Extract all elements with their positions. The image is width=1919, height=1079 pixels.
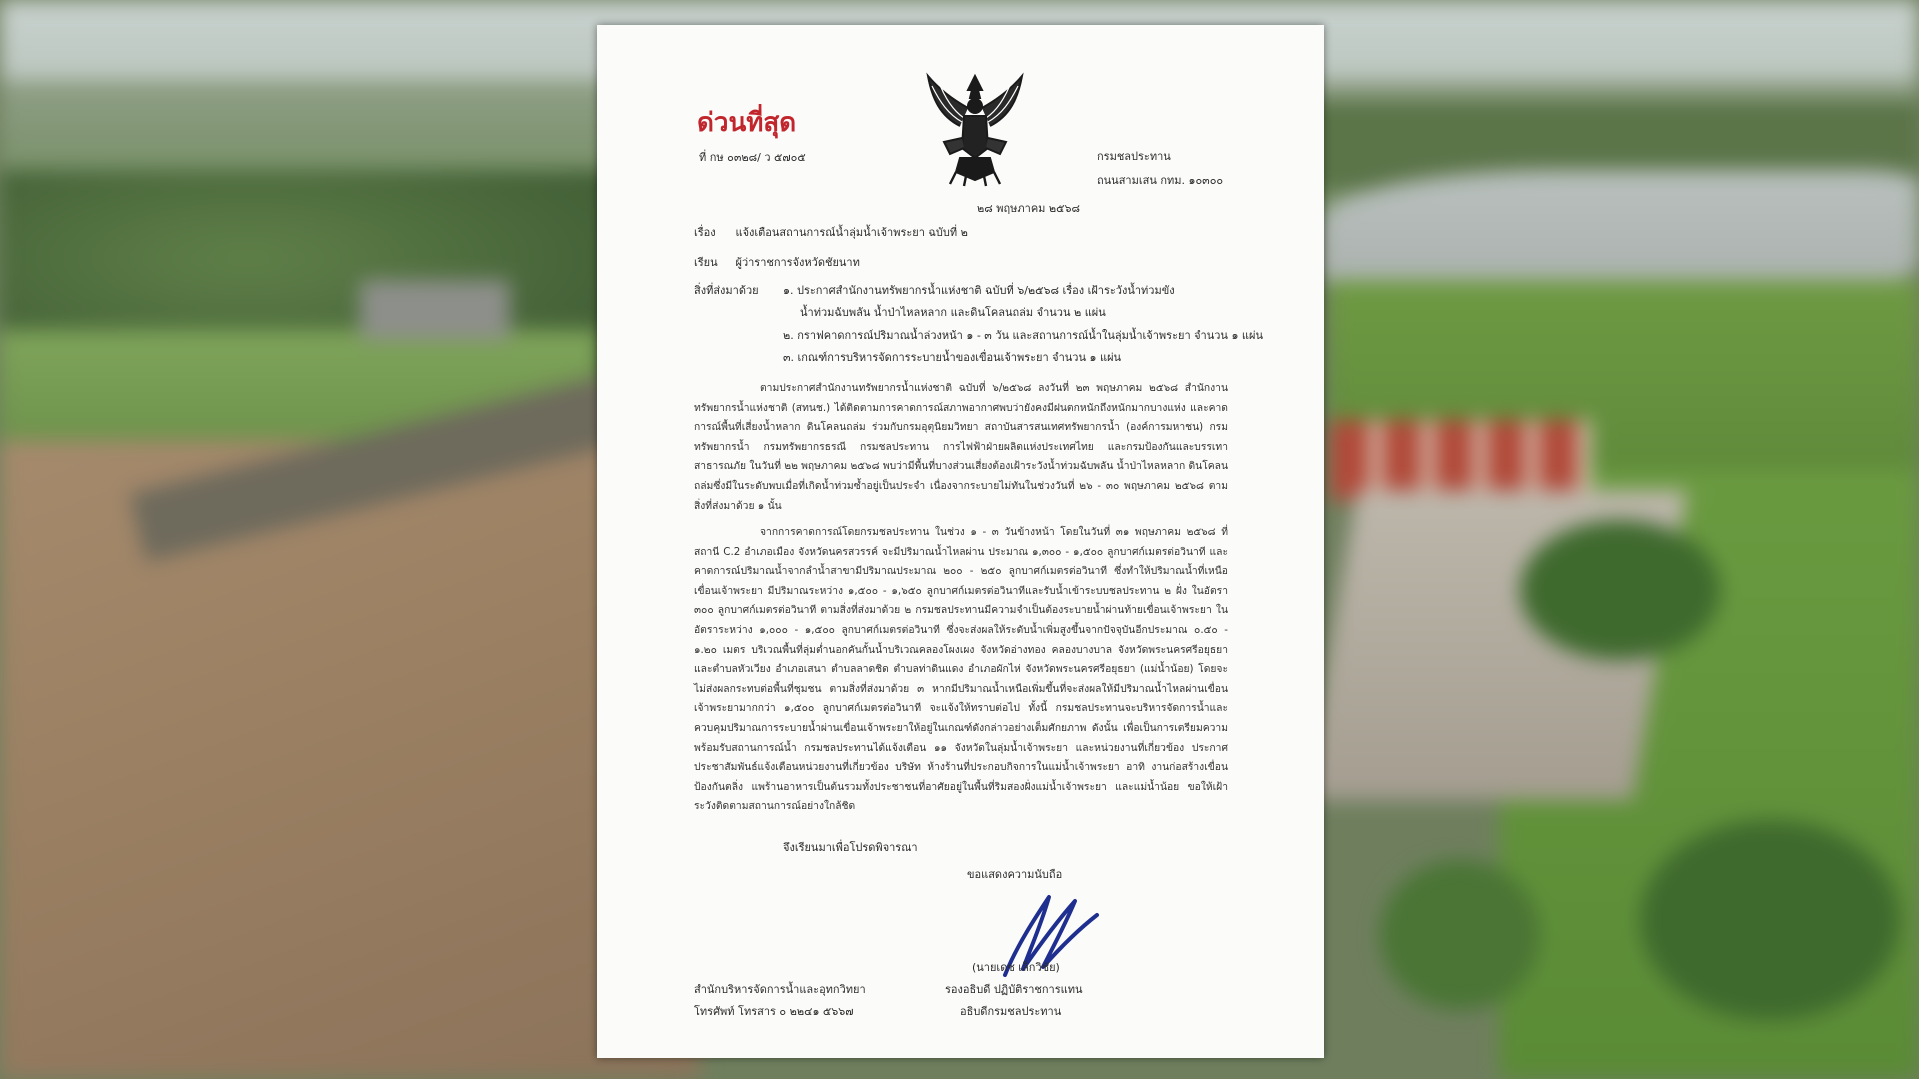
garuda-emblem-icon bbox=[920, 68, 1030, 188]
urgency-heading: ด่วนที่สุด bbox=[697, 108, 797, 138]
letter-date: ๒๘ พฤษภาคม ๒๕๖๘ bbox=[977, 202, 1080, 215]
signer-name: (นายเดช เล็กวิชัย) bbox=[972, 961, 1060, 974]
closing-line: จึงเรียนมาเพื่อโปรดพิจารณา bbox=[783, 841, 918, 854]
subject-text: แจ้งเตือนสถานการณ์น้ำลุ่มน้ำเจ้าพระยา ฉบับที่ ๒ bbox=[735, 226, 968, 239]
body-paragraph-2 bbox=[694, 523, 1228, 817]
enclosure-item: ๓. เกณฑ์การบริหารจัดการระบายน้ำของเขื่อนเจ้าพระยา จำนวน ๑ แผ่น bbox=[783, 351, 1122, 364]
reference-number: ที่ กษ ๐๓๒๘/ ว ๕๗๐๕ bbox=[699, 151, 806, 164]
sender-organization: กรมชลประทาน bbox=[1097, 150, 1171, 163]
signer-position: อธิบดีกรมชลประทาน bbox=[960, 1005, 1062, 1018]
subject-line bbox=[694, 225, 968, 241]
enclosure-item: ๑. ประกาศสำนักงานทรัพยากรน้ำแห่งชาติ ฉบับที่ ๖/๒๕๖๘ เรื่อง เฝ้าระวังน้ำท่วมขัง bbox=[783, 284, 1175, 297]
enclosure-item-continued: น้ำท่วมฉับพลัน น้ำป่าไหลหลาก และดินโคลนถล่ม จำนวน ๒ แผ่น bbox=[800, 306, 1106, 319]
official-letter bbox=[597, 25, 1324, 1058]
recipient-text: ผู้ว่าราชการจังหวัดชัยนาท bbox=[735, 256, 860, 269]
subject-label: เรื่อง bbox=[694, 226, 716, 239]
enclosure-label: สิ่งที่ส่งมาด้วย bbox=[694, 284, 759, 297]
body-paragraph-1 bbox=[694, 379, 1228, 516]
enclosure-item: ๒. กราฟคาดการณ์ปริมาณน้ำล่วงหน้า ๑ - ๓ วัน และสถานการณ์น้ำในลุ่มน้ำเจ้าพระยา จำนวน ๑ แผ่น bbox=[783, 329, 1263, 342]
signer-position: รองอธิบดี ปฏิบัติราชการแทน bbox=[945, 983, 1083, 996]
contact-phone: โทรศัพท์ โทรสาร ๐ ๒๒๔๑ ๕๖๖๗ bbox=[694, 1005, 854, 1018]
paragraph-text: ตามประกาศสำนักงานทรัพยากรน้ำแห่งชาติ ฉบับที่ ๖/๒๕๖๘ ลงวันที่ ๒๓ พฤษภาคม ๒๕๖๘ สำนักงานทรัพยากรน้ำแห่งชาติ (สทนช.) ได้ติดตามการคาดการณ์สภาพอากาศพบว่ายังคงมีฝนตกหนักถึงหนักมากบางแห่ง และคาดการณ์พื้นที่เสี่ยงน้ำหลาก ดินโคลนถล่ม ร่วมกับกรมอุตุนิยมวิทยา สถาบันสารสนเทศทรัพยากรน้ำ (องค์การมหาชน) กรมทรัพยากรน้ำ กรมทรัพยากรธรณี กรมชลประทาน การไฟฟ้าฝ่ายผลิตแห่งประเทศไทย และกรมป้องกันและบรรเทาสาธารณภัย ในวันที่ ๒๒ พฤษภาคม ๒๕๖๘ พบว่ามีพื้นที่บางส่วนเสี่ยงต้องเฝ้าระวังน้ำท่วมฉับพลัน น้ำป่าไหลหลาก ดินโคลนถล่มซึ่งมีในระดับพบเมื่อที่เกิดน้ำท่วมซ้ำอยู่เป็นประจำ เนื่องจากระบายไม่ทันในช่วงวันที่ ๒๖ - ๓๐ พฤษภาคม ๒๕๖๘ ตามสิ่งที่ส่งมาด้วย ๑ นั้น bbox=[694, 382, 1228, 512]
sender-address: ถนนสามเสน กทม. ๑๐๓๐๐ bbox=[1097, 174, 1224, 187]
recipient-line bbox=[694, 255, 860, 271]
paragraph-text: จากการคาดการณ์โดยกรมชลประทาน ในช่วง ๑ - ๓ วันข้างหน้า โดยในวันที่ ๓๑ พฤษภาคม ๒๕๖๘ ที่สถานี C.2 อำเภอเมือง จังหวัดนครสวรรค์ จะมีปริมาณน้ำไหลผ่าน ประมาณ ๑,๓๐๐ - ๑,๕๐๐ ลูกบาศก์เมตรต่อวินาที และคาดการณ์ปริมาณน้ำจากลำน้ำสาขามีปริมาณประมาณ ๒๐๐ - ๒๕๐ ลูกบาศก์เมตรต่อวินาที ซึ่งทำให้ปริมาณน้ำที่เหนือเขื่อนเจ้าพระยา มีปริมาณระหว่าง ๑,๕๐๐ - ๑,๖๕๐ ลูกบาศก์เมตรต่อวินาทีและรับน้ำเข้าระบบชลประทาน ๒ ฝั่ง ในอัตรา ๓๐๐ ลูกบาศก์เมตรต่อวินาที ตามสิ่งที่ส่งมาด้วย ๒ กรมชลประทานมีความจำเป็นต้องระบายน้ำผ่านท้ายเขื่อนเจ้าพระยา ในอัตราระหว่าง ๑,๐๐๐ - ๑,๕๐๐ ลูกบาศก์เมตรต่อวินาที ซึ่งจะส่งผลให้ระดับน้ำเพิ่มสูงขึ้นจากปัจจุบันอีกประมาณ ๐.๕๐ - ๑.๒๐ เมตร บริเวณพื้นที่ลุ่มต่ำนอกคันกั้นน้ำบริเวณคลองโผงเผง จังหวัดอ่างทอง คลองบางบาล จังหวัดพระนครศรีอยุธยา และตำบลหัวเวียง อำเภอเสนา ตำบลลาดชิด ตำบลท่าดินแดง อำเภอผักไห่ จังหวัดพระนครศรีอยุธยา (แม่น้ำน้อย) โดยจะไม่ส่งผลกระทบต่อพื้นที่ชุมชน ตามสิ่งที่ส่งมาด้วย ๓ หากมีปริมาณน้ำเหนือเพิ่มขึ้นที่จะส่งผลให้มีปริมาณน้ำไหลผ่านเขื่อนเจ้าพระยามากกว่า ๑,๕๐๐ ลูกบาศก์เมตรต่อวินาที จะแจ้งให้ทราบต่อไป ทั้งนี้ กรมชลประทานจะบริหารจัดการน้ำและควบคุมปริมาณการระบายน้ำผ่านเขื่อนเจ้าพระยาให้อยู่ในเกณฑ์ดังกล่าวอย่างเต็มศักยภาพ ดังนั้น เพื่อเป็นการเตรียมความพร้อมรับสถานการณ์น้ำ กรมชลประทานได้แจ้งเตือน ๑๑ จังหวัดในลุ่มน้ำเจ้าพระยา และหน่วยงานที่เกี่ยวข้อง ประกาศประชาสัมพันธ์แจ้งเตือนหน่วยงานที่เกี่ยวข้อง บริษัท ห้างร้านที่ประกอบกิจการในแม่น้ำเจ้าพระยา อาทิ งานก่อสร้างเขื่อนป้องกันตลิ่ง แพร้านอาหารเป็นต้นรวมทั้งประชาชนที่อาศัยอยู่ในพื้นที่ริมสองฝั่งแม่น้ำเจ้าพระยา และแม่น้ำน้อย ขอให้เฝ้าระวังติดตามสถานการณ์อย่างใกล้ชิด bbox=[694, 526, 1228, 813]
regards-line: ขอแสดงความนับถือ bbox=[967, 868, 1063, 881]
issuing-office: สำนักบริหารจัดการน้ำและอุทกวิทยา bbox=[694, 983, 866, 996]
recipient-label: เรียน bbox=[694, 256, 718, 269]
